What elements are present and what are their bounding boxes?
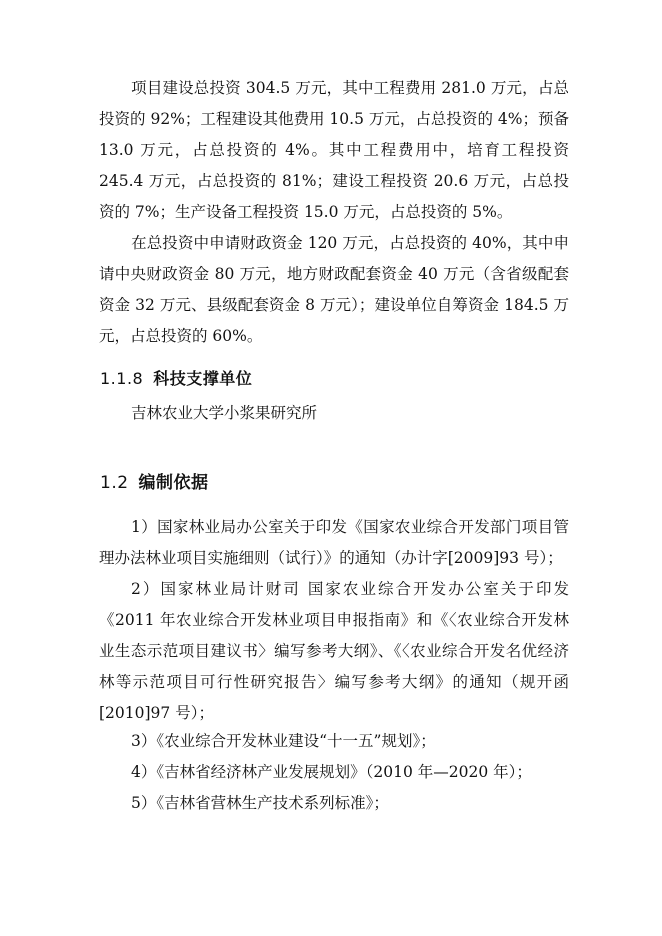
basis-item-4: 4）《吉林省经济林产业发展规划》（2010 年—2020 年）； (131, 763, 532, 781)
section-number: 1.1.8 (100, 369, 144, 388)
section-number: 1.2 (100, 473, 129, 493)
paragraph-funding-source-text: 在总投资中申请财政资金 120 万元，占总投资的 40%，其中申请中央财政资金 80 万元，地方财政配套资金 40 万元（含省级配套资金 32 万元、县级配套资金 8 万元）；建设单位自筹资金 184.5 万元，占总投资的 60%。 (99, 234, 569, 345)
paragraph-funding-source (99, 228, 569, 352)
paragraph-investment-total (99, 73, 569, 228)
basis-item-text: 2）国家林业局计财司 国家农业综合开发办公室关于印发《2011 年农业综合开发林业项目申报指南》和《〈农业综合开发林业生态示范项目建议书〉编写参考大纲》、《〈农业综合开发名优经济林等示范项目可行性研究报告〉编写参考大纲》的通知（规开函[2010]97 号）； (99, 580, 569, 722)
basis-item-3: 3）《农业综合开发林业建设“十一五”规划》； (131, 732, 436, 750)
section-heading-1-2 (100, 468, 209, 493)
basis-item-text: 1）国家林业局办公室关于印发《国家农业综合开发部门项目管理办法林业项目实施细则（试行）》的通知（办计字[2009]93 号）； (99, 518, 569, 567)
section-title: 科技支撑单位 (153, 369, 253, 388)
section-title: 编制依据 (138, 473, 209, 493)
basis-item-1 (99, 512, 569, 574)
basis-item-5: 5）《吉林省营林生产技术系列标准》； (131, 794, 389, 812)
support-unit-text: 吉林农业大学小浆果研究所 (131, 404, 318, 422)
basis-item-2 (99, 574, 569, 729)
paragraph-investment-total-text: 项目建设总投资 304.5 万元，其中工程费用 281.0 万元，占总投资的 92%；工程建设其他费用 10.5 万元，占总投资的 4%；预备 13.0 万元，占总投资的 4%。其中工程费用中，培育工程投资 245.4 万元，占总投资的 81%；建设工程投资 20.6 万元，占总投资的 7%；生产设备工程投资 15.0 万元，占总投资的 5%。 (99, 79, 569, 221)
section-heading-1-1-8 (100, 366, 252, 389)
